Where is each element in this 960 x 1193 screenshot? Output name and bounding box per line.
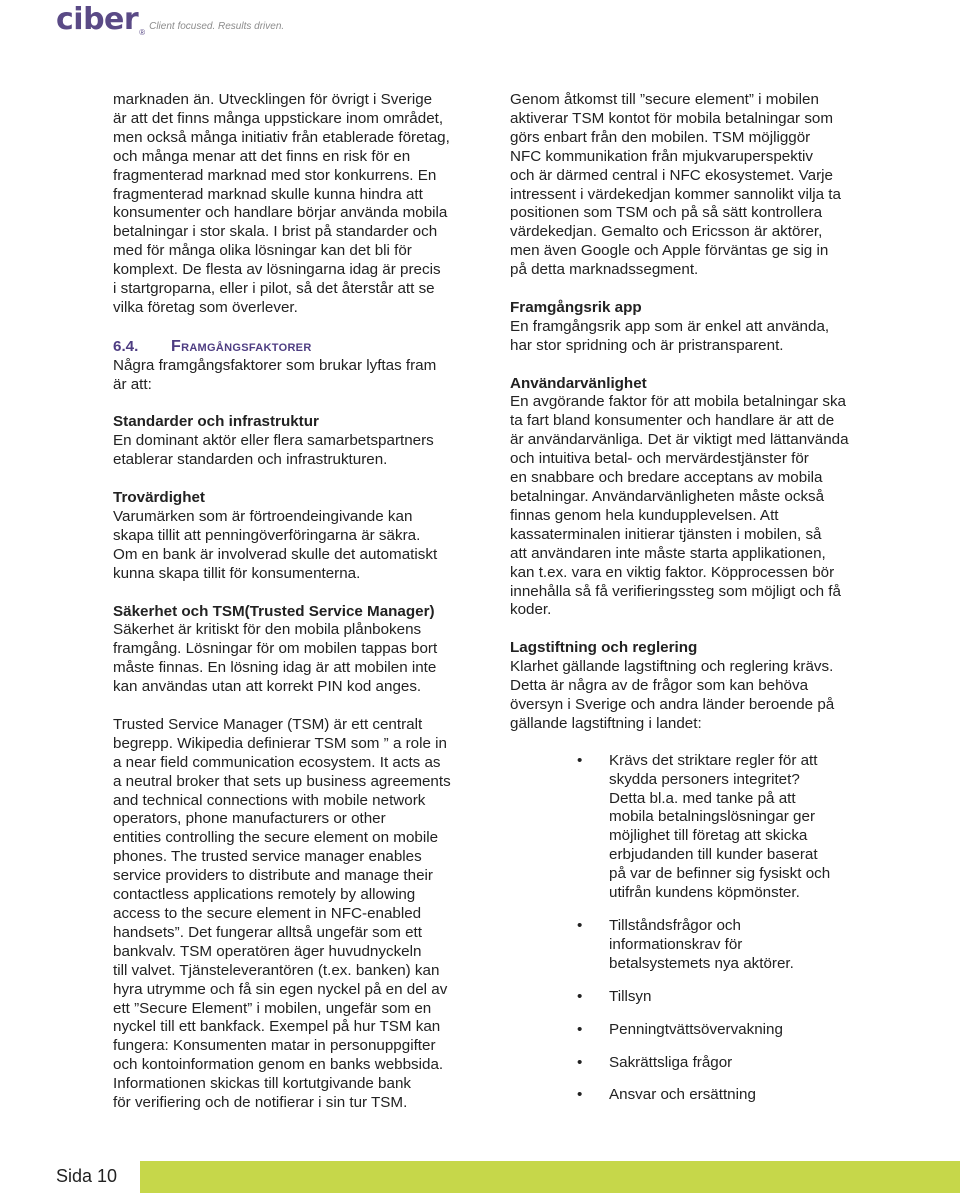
text-line: handsets”. Det fungerar alltså ungefär som ett xyxy=(113,923,422,941)
text-line: Detta är några av de frågor som kan behöva xyxy=(510,677,809,695)
text-line: och intuitiva betal- och mervärdestjänster för xyxy=(510,450,809,468)
text-line: värdekedjan. Gemalto och Ericsson är aktörer, xyxy=(510,223,823,241)
right-intro-paragraph xyxy=(510,91,855,280)
bullet-line: Detta bl.a. med tanke på att xyxy=(609,789,796,807)
text-line: skapa tillit att penningöverföringarna är säkra. xyxy=(113,526,421,544)
text-line: i startgroparna, eller i pilot, så det återstår att se xyxy=(113,280,435,298)
bullet-line: • Tillsyn xyxy=(609,987,652,1005)
text-line: bankvalv. TSM operatören äger huvudnyckeln xyxy=(113,942,422,960)
ciber-logo: ciber xyxy=(56,2,139,37)
text-line: och är därmed central i NFC ekosystemet. Varje xyxy=(510,166,833,184)
bullet-item xyxy=(577,752,842,903)
text-line: har stor spridning och är pristransparent. xyxy=(510,336,784,354)
text-line: är att: xyxy=(113,375,152,393)
text-line: kan t.ex. vara en viktig faktor. Köpprocessen bör xyxy=(510,563,835,581)
text-line: en snabbare och bredare acceptans av mobila xyxy=(510,469,823,487)
text-line: Om en bank är involverad skulle det automatiskt xyxy=(113,545,438,563)
text-line: framgång. Lösningar för om mobilen tappas bort xyxy=(113,640,438,658)
text-line: Klarhet gällande lagstiftning och reglering krävs. xyxy=(510,658,834,676)
text-line: betalningar. Användarvänligheten måste också xyxy=(510,488,825,505)
right-column xyxy=(510,91,855,1119)
text-line: med för många olika lösningar kan det bli för xyxy=(113,242,412,260)
left-column xyxy=(113,91,458,1113)
text-line: översyn i Sverige och andra länder beroende på xyxy=(510,695,835,713)
law-bullet-list xyxy=(577,752,842,1106)
text-line: att användaren inte måste starta applikationen, xyxy=(510,544,826,562)
text-line: är att det finns många uppstickare inom området, xyxy=(113,109,444,127)
text-line: koder. xyxy=(510,601,552,619)
text-line: kunna skapa tillit för konsumenterna. xyxy=(113,564,361,582)
text-line: En avgörande faktor för att mobila betalningar ska xyxy=(510,393,847,411)
text-line: Genom åtkomst till ”secure element” i mobilen xyxy=(510,91,819,108)
trust-paragraph xyxy=(113,508,458,584)
page-number: Sida 10 xyxy=(56,1166,118,1186)
text-line: fragmenterad marknad skulle kunna hindra att xyxy=(113,185,423,203)
text-line: En dominant aktör eller flera samarbetspartners xyxy=(113,432,434,450)
text-line: Säkerhet är kritiskt för den mobila plånbokens xyxy=(113,621,422,639)
text-line: hyra utrymme och få sin egen nyckel på en del av xyxy=(113,980,448,998)
text-line: and technical connections with mobile network xyxy=(113,791,426,809)
text-line: konsumenter och handlare börjar använda mobila xyxy=(113,204,448,222)
text-line: komplext. De flesta av lösningarna idag är precis xyxy=(113,261,441,279)
bullet-item xyxy=(577,917,842,974)
bullet-line: • Ansvar och ersättning xyxy=(609,1086,756,1104)
text-line: Några framgångsfaktorer som brukar lyftas fram xyxy=(113,356,437,374)
text-line: etablerar standarden och infrastrukturen. xyxy=(113,451,388,469)
bullet-line: • Penningtvättsövervakning xyxy=(609,1020,783,1038)
text-line: gällande lagstiftning i landet: xyxy=(510,714,702,732)
bullet-line: informationskrav för xyxy=(609,935,743,953)
text-line: operators, phone manufacturers or other xyxy=(113,810,386,828)
text-line: men även Google och Apple förväntas ge sig in xyxy=(510,242,829,260)
text-line: kan användas utan att korrekt PIN kod anges. xyxy=(113,678,422,696)
text-line: fungera: Konsumenten matar in personuppgifter xyxy=(113,1037,436,1055)
bullet-line: • Sakrättsliga frågor xyxy=(609,1053,733,1071)
bullet-line: på var de befinner sig fysiskt och xyxy=(609,865,831,883)
text-line: innehålla så få verifieringssteg som möjligt och få xyxy=(510,582,841,600)
app-heading: Framgångsrik app xyxy=(510,298,642,316)
bullet-line: • Krävs det striktare regler för att xyxy=(609,751,818,769)
text-line: aktiverar TSM kontot för mobila betalningar som xyxy=(510,109,834,127)
bullet-line: erbjudanden till kunder baserat xyxy=(609,846,818,864)
text-line: service providers to distribute and manage their xyxy=(113,867,433,885)
bullet-item xyxy=(577,988,842,1007)
text-line: och kontoinformation genom en banks webbsida. xyxy=(113,1056,444,1074)
tsm-paragraph xyxy=(113,716,458,1113)
text-line: Informationen skickas till kortutgivande bank xyxy=(113,1075,411,1093)
text-line: nyckel till ett bankfack. Exempel på hur TSM kan xyxy=(113,1018,441,1036)
text-line: är användarvänliga. Det är viktigt med lättanvända xyxy=(510,431,849,449)
bullet-line: • Tillståndsfrågor och xyxy=(609,917,741,935)
text-line: ett ”Secure Element” i mobilen, ungefär som en xyxy=(113,999,432,1017)
section-intro xyxy=(113,357,458,395)
tagline: Client focused. Results driven. xyxy=(149,21,285,32)
text-line: intressent i värdekedjan kommer sannolikt vilja ta xyxy=(510,185,841,203)
text-line: och många menar att det finns en risk för en xyxy=(113,147,411,165)
header xyxy=(56,2,284,38)
text-line: på detta marknadssegment. xyxy=(510,261,699,279)
bullet-line: skydda personers integritet? xyxy=(609,770,800,788)
text-line: a neutral broker that sets up business agreements xyxy=(113,772,451,790)
text-line: access to the secure element in NFC-enabled xyxy=(113,905,422,922)
security-heading: Säkerhet och TSM(Trusted Service Manager) xyxy=(113,602,435,620)
text-line: begrepp. Wikipedia definierar TSM som ” a role in xyxy=(113,734,447,752)
bullet-line: mobila betalningslösningar ger xyxy=(609,808,816,826)
text-line: contactless applications remotely by allowing xyxy=(113,886,416,904)
text-line: marknaden än. Utvecklingen för övrigt i Sverige xyxy=(113,91,433,108)
text-line: betalningar i stor skala. I brist på standarder och xyxy=(113,223,438,241)
law-paragraph xyxy=(510,658,855,734)
text-line: fragmenterad marknad med stor konkurrens. En xyxy=(113,166,437,184)
section-number: 6.4. xyxy=(113,337,139,355)
text-line: till valvet. Tjänsteleverantören (t.ex. banken) kan xyxy=(113,961,440,979)
usability-heading: Användarvänlighet xyxy=(510,374,647,392)
text-line: NFC kommunikation från mjukvaruperspektiv xyxy=(510,147,814,165)
text-line: a near field communication ecosystem. It acts as xyxy=(113,753,441,771)
text-line: finnas genom hela kundupplevelsen. Att xyxy=(510,506,779,524)
text-line: Varumärken som är förtroendeingivande kan xyxy=(113,508,413,525)
text-line: vilka företag som överlever. xyxy=(113,298,298,316)
bullet-item xyxy=(577,1021,842,1040)
section-title: Framgångsfaktorer xyxy=(171,337,312,355)
bullet-line: utifrån kundens köpmönster. xyxy=(609,884,800,902)
bullet-item xyxy=(577,1086,842,1105)
trust-heading: Trovärdighet xyxy=(113,489,205,507)
intro-paragraph xyxy=(113,91,458,318)
text-line: kassaterminalen initierar tjänsten i mobilen, så xyxy=(510,525,822,543)
standards-paragraph xyxy=(113,432,458,470)
app-paragraph xyxy=(510,318,855,356)
usability-paragraph xyxy=(510,393,855,620)
bullet-item xyxy=(577,1054,842,1073)
section-heading xyxy=(113,338,458,357)
text-line: görs enbart från den mobilen. TSM möjliggör xyxy=(510,128,811,146)
text-line: ta fart bland konsumenter och handlare är att de xyxy=(510,412,835,430)
bullet-line: betalsystemets nya aktörer. xyxy=(609,954,794,972)
text-line: positionen som TSM och på så sätt kontrollera xyxy=(510,204,823,222)
standards-heading: Standarder och infrastruktur xyxy=(113,413,319,431)
text-line: måste finnas. En lösning idag är att mobilen inte xyxy=(113,659,437,677)
footer-bar xyxy=(0,1161,960,1193)
security-paragraph xyxy=(113,621,458,697)
text-line: för verifiering och de notifierar i sin tur TSM. xyxy=(113,1094,408,1112)
text-line: Trusted Service Manager (TSM) är ett centralt xyxy=(113,715,423,733)
text-line: En framgångsrik app som är enkel att använda, xyxy=(510,317,830,335)
bullet-line: möjlighet till företag att skicka xyxy=(609,827,808,845)
registered-mark: ® xyxy=(139,28,146,37)
text-line: phones. The trusted service manager enables xyxy=(113,848,422,866)
law-heading: Lagstiftning och reglering xyxy=(510,639,698,657)
text-line: entities controlling the secure element on mobile xyxy=(113,829,439,847)
text-line: men också många initiativ från etablerade företag, xyxy=(113,128,450,146)
